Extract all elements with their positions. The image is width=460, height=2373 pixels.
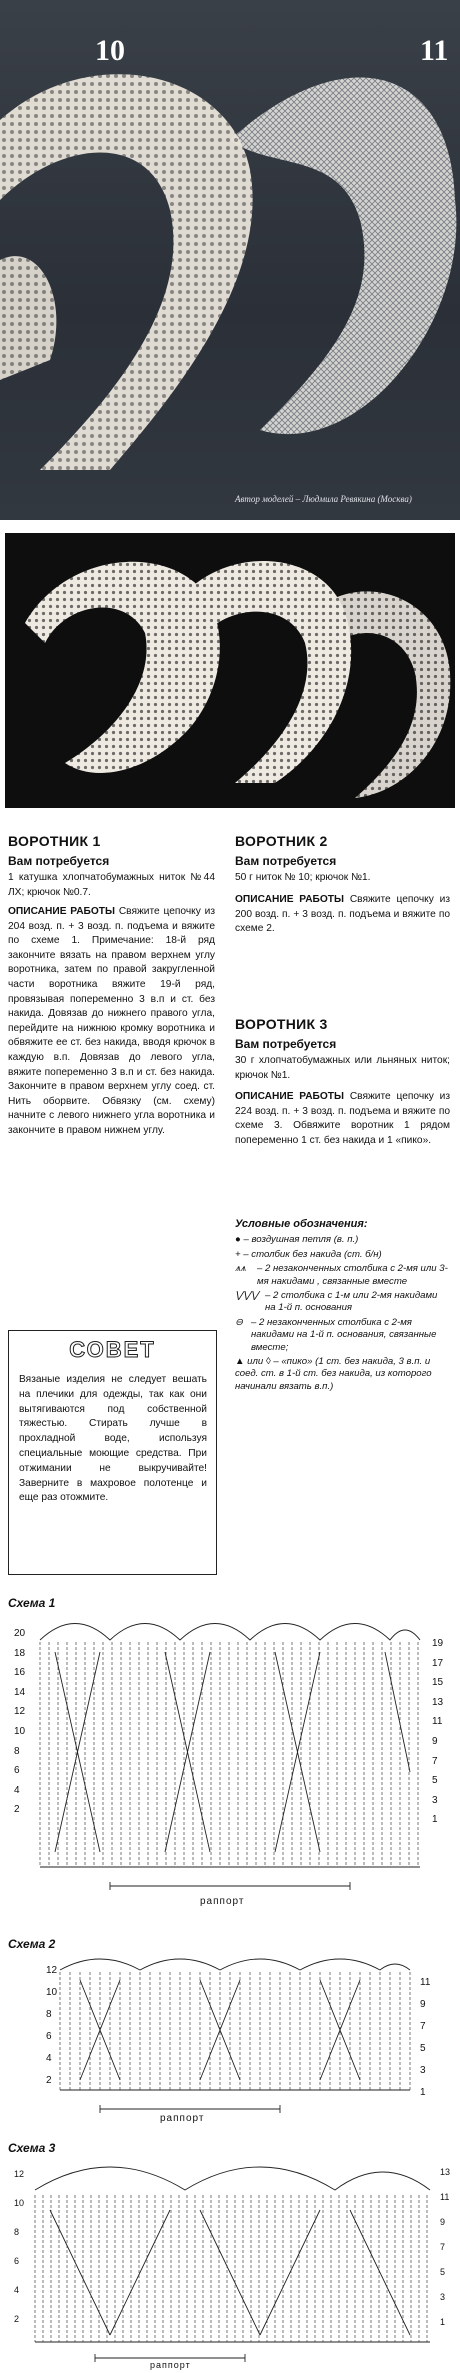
scheme2-rapport: раппорт — [160, 2113, 205, 2124]
legend-item: ⊖ – 2 незаконченных столбика с 2-мя накидами на 1-й п. основания, связанные вместе; — [235, 1316, 437, 1353]
lace-collars-illustration — [0, 0, 460, 520]
collar2-desc-label: ОПИСАНИЕ РАБОТЫ — [235, 894, 345, 905]
collar1-description — [8, 905, 215, 1139]
collar2-description — [235, 893, 450, 937]
scheme3-row-numbers-right: 13 11 9 7 5 3 1 — [440, 2167, 451, 2327]
collar2-title: ВОРОТНИК 2 — [235, 833, 328, 849]
symbols-legend — [235, 1218, 450, 1395]
lace-collars-illustration — [5, 533, 455, 808]
author-credit: Автор моделей – Людмила Ревякина (Москва) — [235, 494, 412, 504]
scheme2-row-numbers-right: 11 9 7 5 3 1 — [420, 1977, 431, 2098]
legend-item: ▲ или ◊ – «пико» (1 ст. без накида, 3 в.п. и соед. ст. в 1-й ст. без накида, из которого начинали вязать в.п.) — [235, 1356, 432, 1392]
scheme1-row-numbers-right: 19 17 15 13 11 9 7 5 3 1 — [432, 1638, 444, 1826]
scheme1-diagram — [0, 1612, 460, 1917]
legend-item: ● – воздушная петля (в. п.) — [235, 1234, 359, 1246]
collar2-materials: 50 г ниток № 10; крючок №1. — [235, 872, 371, 883]
oval-cluster-symbol: ⊖ — [235, 1316, 244, 1328]
collar3-desc-label: ОПИСАНИЕ РАБОТЫ — [235, 1091, 345, 1102]
collar3-description — [235, 1090, 450, 1148]
collar-photo-2 — [5, 533, 455, 808]
collar2-desc-text: Свяжите цепочку из 200 возд. п. + 3 возд. п. подъема и вяжите по схеме 2. — [235, 894, 450, 935]
advice-text: Вязаные изделия не следует вешать на плечики для одежды, так как они вытягиваются под собственной тяжестью. Стирать лучше в прохладной воде, используя специальные моющие средства. При отжимании не выкручивайте! Заверните в махровое полотенце и еще раз отожмите. — [19, 1374, 207, 1504]
collar1-title: ВОРОТНИК 1 — [8, 833, 101, 849]
scheme1-label: Схема 1 — [8, 1596, 56, 1610]
scheme3-row-numbers-left: 12 10 8 6 4 2 — [14, 2169, 25, 2324]
legend-item: ⋁⋁⋁ – 2 столбика с 1-м или 2-мя накидами на 1-й п. основания — [235, 1290, 438, 1314]
collar-photo-1 — [0, 0, 460, 520]
collar1-need-title: Вам потребуется — [8, 854, 110, 868]
advice-box — [8, 1330, 217, 1575]
scheme1-rapport: раппорт — [200, 1896, 245, 1907]
collar3-desc-text: Свяжите цепочку из 224 возд. п. + 3 возд. п. подъема и вяжите по схеме 3. Обвяжите воротник 1 рядом попеременно 1 ст. без накида и 1 «пико». — [235, 1091, 450, 1146]
collar-number-10: 10 — [95, 34, 125, 67]
scheme2-label: Схема 2 — [8, 1937, 56, 1951]
collar-number-11: 11 — [420, 34, 449, 67]
advice-title: СОВЕТ — [69, 1337, 156, 1362]
collar1-materials: 1 катушка хлопчатобумажных ниток №44 ЛХ; крючок №0.7. — [8, 872, 215, 898]
scheme3-diagram — [0, 2150, 460, 2372]
legend-item: ⩚⩚ – 2 незаконченных столбика с 2-мя или 3-мя накидами , связанные вместе — [235, 1263, 448, 1287]
collar1-desc-label: ОПИСАНИЕ РАБОТЫ — [8, 906, 116, 917]
collar3-title: ВОРОТНИК 3 — [235, 1016, 328, 1032]
scheme2-row-numbers-left: 12 10 8 6 4 2 — [46, 1965, 58, 2086]
v-stitch-symbol: ⋁⋁⋁ — [235, 1290, 259, 1302]
legend-title: Условные обозначения: — [235, 1218, 368, 1230]
picot-symbol: ▲ — [235, 1356, 248, 1368]
scheme1-row-numbers-left: 20 18 16 14 12 10 8 6 4 2 — [14, 1628, 26, 1816]
chain-stitch-symbol: ● — [235, 1234, 244, 1246]
scheme2-diagram — [0, 1950, 460, 2125]
scheme3-label: Схема 3 — [8, 2141, 56, 2155]
collar2-need-title: Вам потребуется — [235, 854, 337, 868]
legend-item: + – столбик без накида (ст. б/н) — [235, 1248, 382, 1260]
collar3-materials: 30 г хлопчатобумажных или льняных ниток; крючок №1. — [235, 1055, 450, 1081]
cluster-symbol: ⩚⩚ — [235, 1263, 246, 1275]
single-crochet-symbol: + — [235, 1248, 244, 1260]
collar3-need-title: Вам потребуется — [235, 1037, 337, 1051]
collar1-desc-text: Свяжите цепочку из 204 возд. п. + 3 возд. п. подъема и вяжите по схеме 1. Примечание: 18-й ряд закончите вязать на правом верхнем углу воротника, затем по правой закругленной части воротника вяжите 19-й ряд, провязывая попеременно 3 в.п и ст. без накида. Довязав до нижнего правого угла, перейдите на нижнюю кромку воротника и обвяжите ее ст. без накида, вводя крючок в каждую в.п. Довязав до левого угла, вяжите попеременно 3 в.п и ст. без накида. Закончите в правом верхнем углу соед. ст. Нить оборвите. Обвязку (см. схему) начните с левого нижнего угла воротника и закончите в правом нижнем углу. — [8, 906, 215, 1136]
scheme3-rapport: раппорт — [150, 2360, 191, 2370]
